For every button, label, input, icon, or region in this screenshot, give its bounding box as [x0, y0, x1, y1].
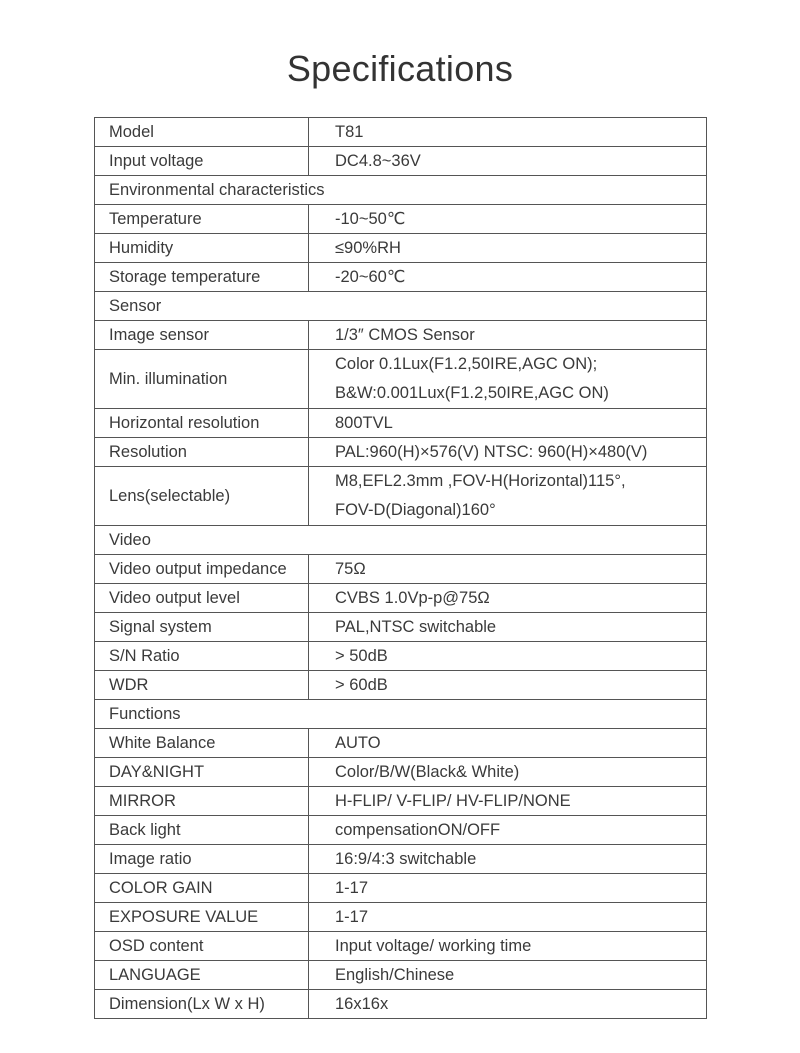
spec-label: WDR — [95, 671, 309, 700]
section-header-row — [95, 700, 707, 729]
spec-row — [95, 758, 707, 787]
section-header-row — [95, 176, 707, 205]
section-title: Environmental characteristics — [95, 176, 707, 205]
spec-value: AUTO — [309, 729, 707, 758]
spec-label: MIRROR — [95, 787, 309, 816]
spec-label: White Balance — [95, 729, 309, 758]
spec-row — [95, 845, 707, 874]
spec-value: 1-17 — [309, 874, 707, 903]
spec-value — [309, 467, 707, 526]
spec-value-line: FOV-D(Diagonal)160° — [335, 501, 496, 519]
spec-label: OSD content — [95, 932, 309, 961]
spec-value-line: Color 0.1Lux(F1.2,50IRE,AGC ON); — [335, 355, 598, 373]
spec-label: Resolution — [95, 438, 309, 467]
spec-value: -20~60℃ — [309, 263, 707, 292]
spec-label: Storage temperature — [95, 263, 309, 292]
spec-value-line: B&W:0.001Lux(F1.2,50IRE,AGC ON) — [335, 384, 609, 402]
spec-value: Input voltage/ working time — [309, 932, 707, 961]
spec-row — [95, 147, 707, 176]
spec-label: COLOR GAIN — [95, 874, 309, 903]
section-header-row — [95, 526, 707, 555]
spec-value: 75Ω — [309, 555, 707, 584]
spec-label: Signal system — [95, 613, 309, 642]
spec-row — [95, 409, 707, 438]
spec-label: Lens(selectable) — [95, 467, 309, 526]
spec-row — [95, 350, 707, 409]
spec-label: Back light — [95, 816, 309, 845]
spec-label: Humidity — [95, 234, 309, 263]
spec-label: Image ratio — [95, 845, 309, 874]
spec-value: English/Chinese — [309, 961, 707, 990]
spec-row — [95, 234, 707, 263]
spec-value: ≤90%RH — [309, 234, 707, 263]
spec-row — [95, 671, 707, 700]
spec-value: 1-17 — [309, 903, 707, 932]
spec-value: Color/B/W(Black& White) — [309, 758, 707, 787]
spec-value: PAL:960(H)×576(V) NTSC: 960(H)×480(V) — [309, 438, 707, 467]
spec-label: Dimension(Lx W x H) — [95, 990, 309, 1019]
spec-label: S/N Ratio — [95, 642, 309, 671]
spec-label: Image sensor — [95, 321, 309, 350]
spec-value: 1/3″ CMOS Sensor — [309, 321, 707, 350]
spec-row — [95, 874, 707, 903]
spec-value-line: M8,EFL2.3mm ,FOV-H(Horizontal)115°, — [335, 472, 626, 490]
spec-value: 16:9/4:3 switchable — [309, 845, 707, 874]
spec-row — [95, 990, 707, 1019]
spec-label: DAY&NIGHT — [95, 758, 309, 787]
spec-row — [95, 438, 707, 467]
spec-label: Video output impedance — [95, 555, 309, 584]
spec-row — [95, 787, 707, 816]
spec-value: PAL,NTSC switchable — [309, 613, 707, 642]
specifications-table-body — [95, 118, 707, 1019]
spec-value: compensationON/OFF — [309, 816, 707, 845]
spec-row — [95, 205, 707, 234]
spec-value: > 60dB — [309, 671, 707, 700]
spec-row — [95, 613, 707, 642]
spec-label: Input voltage — [95, 147, 309, 176]
spec-label: Video output level — [95, 584, 309, 613]
spec-label: Temperature — [95, 205, 309, 234]
spec-row — [95, 961, 707, 990]
section-title: Sensor — [95, 292, 707, 321]
spec-row — [95, 321, 707, 350]
spec-row — [95, 642, 707, 671]
spec-label: EXPOSURE VALUE — [95, 903, 309, 932]
spec-row — [95, 555, 707, 584]
section-header-row — [95, 292, 707, 321]
specifications-table — [94, 117, 707, 1019]
spec-label: LANGUAGE — [95, 961, 309, 990]
spec-value: 16x16x — [309, 990, 707, 1019]
spec-value: CVBS 1.0Vp-p@75Ω — [309, 584, 707, 613]
spec-row — [95, 816, 707, 845]
section-title: Video — [95, 526, 707, 555]
spec-row — [95, 118, 707, 147]
spec-row — [95, 903, 707, 932]
spec-row — [95, 584, 707, 613]
spec-value: T81 — [309, 118, 707, 147]
spec-row — [95, 729, 707, 758]
page-title: Specifications — [286, 48, 514, 89]
spec-label: Horizontal resolution — [95, 409, 309, 438]
spec-value: DC4.8~36V — [309, 147, 707, 176]
spec-row — [95, 263, 707, 292]
spec-value: H-FLIP/ V-FLIP/ HV-FLIP/NONE — [309, 787, 707, 816]
spec-row — [95, 932, 707, 961]
spec-value: 800TVL — [309, 409, 707, 438]
spec-label: Min. illumination — [95, 350, 309, 409]
spec-value: -10~50℃ — [309, 205, 707, 234]
spec-value — [309, 350, 707, 409]
spec-label: Model — [95, 118, 309, 147]
section-title: Functions — [95, 700, 707, 729]
spec-row — [95, 467, 707, 526]
spec-value: > 50dB — [309, 642, 707, 671]
